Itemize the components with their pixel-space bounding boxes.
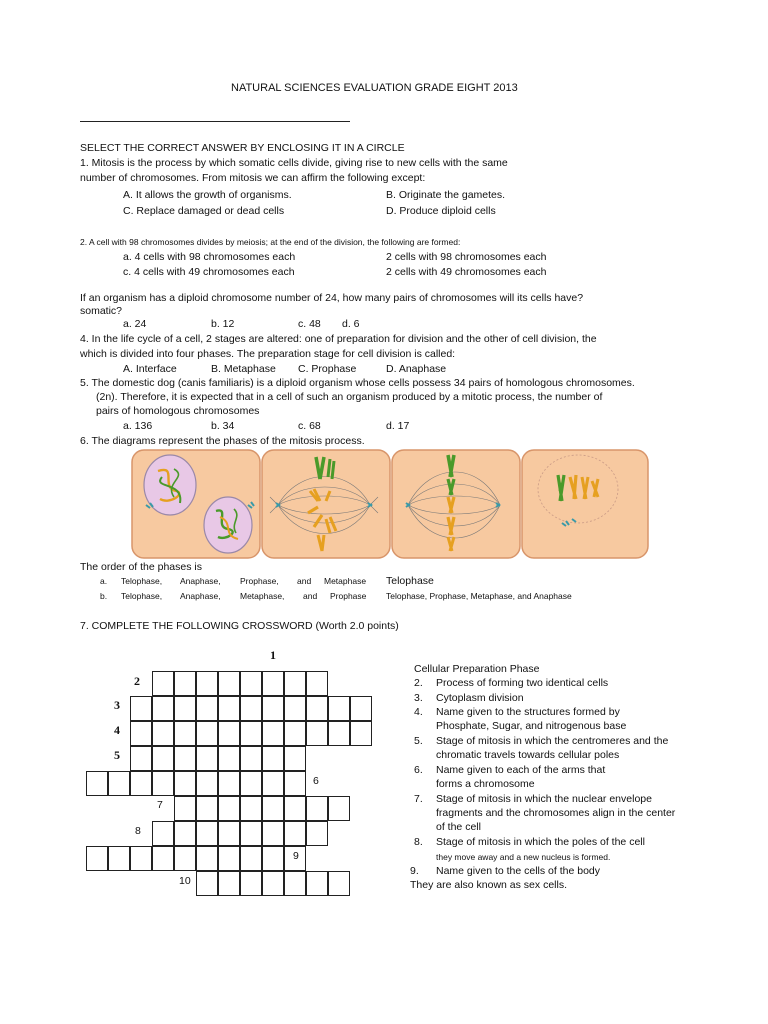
crossword-cell[interactable] [262,721,284,746]
crossword-cell[interactable] [130,771,152,796]
crossword-cell[interactable] [262,871,284,896]
crossword-cell[interactable] [284,671,306,696]
q1-option-a[interactable]: A. It allows the growth of organisms. [123,189,292,201]
crossword-cell[interactable] [306,871,328,896]
crossword-number-3: 3 [114,698,120,712]
crossword-cell[interactable] [86,771,108,796]
instruction: SELECT THE CORRECT ANSWER BY ENCLOSING IT IN A CIRCLE [80,142,405,154]
clue-2: Process of forming two identical cells [436,677,609,689]
crossword-cell[interactable] [262,746,284,771]
crossword-cell[interactable] [108,771,130,796]
crossword-cell[interactable] [240,671,262,696]
q3-option-a[interactable]: a. 24 [123,318,147,330]
crossword-number-10: 10 [179,875,191,887]
crossword-cell[interactable] [196,671,218,696]
q6-option-b-letter[interactable]: b. [100,591,108,601]
clue-2-number: 2. [414,677,423,689]
q3-option-c[interactable]: c. 48 [298,318,321,330]
q4-option-a[interactable]: A. Interface [123,363,177,375]
crossword-cell[interactable] [262,796,284,821]
clue-3-number: 3. [414,692,423,704]
crossword-cell[interactable] [196,721,218,746]
crossword-cell[interactable] [240,696,262,721]
clue-8-line1: Stage of mitosis in which the poles of the cell [436,836,645,848]
q4-option-d[interactable]: D. Anaphase [386,363,447,375]
clue-9-number: 9. [410,865,419,877]
q5-line3: pairs of homologous chromosomes [96,405,260,417]
clue-4-number: 4. [414,706,423,718]
q6-stem: 6. The diagrams represent the phases of the mitosis process. [80,435,365,447]
crossword-cell[interactable] [218,846,240,871]
crossword-cell[interactable] [240,796,262,821]
q1-line1: 1. Mitosis is the process by which somatic cells divide, giving rise to new cells with the same [80,157,508,169]
q1-option-c[interactable]: C. Replace damaged or dead cells [123,205,285,217]
crossword-cell[interactable] [240,771,262,796]
q5-option-a[interactable]: a. 136 [123,420,153,432]
crossword-cell[interactable] [152,846,174,871]
crossword-number-9: 9 [293,850,299,862]
crossword-number-5: 5 [114,748,120,762]
q5-line1: 5. The domestic dog (canis familiaris) is a diploid organism whose cells possess 34 pairs of homologous chromosomes. [80,377,635,389]
crossword-cell[interactable] [262,846,284,871]
crossword-number-2: 2 [134,674,140,688]
clue-5-number: 5. [414,735,423,747]
clue-9-line1: Name given to the cells of the body [436,865,601,877]
crossword-cell[interactable] [284,771,306,796]
clue-6-line2: forms a chromosome [436,778,535,790]
clue-4-line2: Phosphate, Sugar, and nitrogenous base [436,720,627,732]
crossword-cell[interactable] [152,696,174,721]
q6-option-b-word3: Metaphase, [240,591,285,601]
q3-option-d[interactable]: d. 6 [342,318,360,330]
crossword-cell[interactable] [218,671,240,696]
crossword-cell[interactable] [328,721,350,746]
crossword-cell[interactable] [174,746,196,771]
crossword-cell[interactable] [306,696,328,721]
crossword-cell[interactable] [218,721,240,746]
q2-option-c[interactable]: c. 4 cells with 49 chromosomes each [123,266,295,278]
crossword-cell[interactable] [262,771,284,796]
crossword-cell[interactable] [174,721,196,746]
crossword-cell[interactable] [240,821,262,846]
crossword-cell[interactable] [284,871,306,896]
crossword-cell[interactable] [196,771,218,796]
crossword-cell[interactable] [152,771,174,796]
q6-option-a-word5: Metaphase [324,576,367,586]
crossword-cell[interactable] [174,696,196,721]
clue-9-line2: They are also known as sex cells. [410,879,567,891]
crossword-cell[interactable] [218,771,240,796]
cell-panel-4 [522,450,648,558]
crossword-cell[interactable] [328,696,350,721]
crossword-cell[interactable] [218,796,240,821]
crossword-cell[interactable] [174,846,196,871]
crossword-cell[interactable] [240,871,262,896]
crossword-cell[interactable] [130,746,152,771]
crossword-cell[interactable] [218,746,240,771]
clue-7-line3: of the cell [436,821,481,833]
q3-option-b[interactable]: b. 12 [211,318,235,330]
crossword-cell[interactable] [152,746,174,771]
crossword-cell[interactable] [196,696,218,721]
crossword-cell[interactable] [306,671,328,696]
crossword-cell[interactable] [130,696,152,721]
crossword-cell[interactable] [284,746,306,771]
clue-7-line2: fragments and the chromosomes align in the center [436,807,676,819]
crossword-cell[interactable] [284,821,306,846]
crossword-number-8: 8 [135,825,141,837]
cell-panel-2 [262,450,390,558]
crossword-cell[interactable] [350,696,372,721]
q4-line1: 4. In the life cycle of a cell, 2 stages are altered: one of preparation for division and the other of cell division, the [80,333,597,345]
crossword-cell[interactable] [86,846,108,871]
q6-option-a-word2: Anaphase, [180,576,221,586]
clue-8-number: 8. [414,836,423,848]
crossword-cell[interactable] [240,846,262,871]
crossword-cell[interactable] [152,671,174,696]
crossword-cell[interactable] [328,796,350,821]
q6-option-b-right[interactable]: Telophase, Prophase, Metaphase, and Anaphase [386,591,572,601]
q3-line1: If an organism has a diploid chromosome number of 24, how many pairs of chromosomes will its cells have? [80,292,584,304]
mitosis-diagram [130,447,650,561]
crossword-cell[interactable] [306,821,328,846]
crossword-cell[interactable] [130,846,152,871]
crossword-number-6: 6 [313,775,319,787]
q5-line2: (2n). Therefore, it is expected that in a cell of such an organism produced by a mitotic process, the number of [96,391,603,403]
crossword-cell[interactable] [174,771,196,796]
q5-option-d[interactable]: d. 17 [386,420,410,432]
clue-4-line1: Name given to the structures formed by [436,706,620,718]
clue-6-number: 6. [414,764,423,776]
crossword-cell[interactable] [306,721,328,746]
crossword-cell[interactable] [350,721,372,746]
crossword-cell[interactable] [218,696,240,721]
crossword-cell[interactable] [174,821,196,846]
q6-option-a-word3: Prophase, [240,576,279,586]
q6-option-b-word1: Telophase, [121,591,163,601]
q1-option-b[interactable]: B. Originate the gametes. [386,189,506,201]
q3-line2: somatic? [80,305,123,317]
q1-line2: number of chromosomes. From mitosis we can affirm the following except: [80,172,426,184]
crossword-cell[interactable] [218,871,240,896]
crossword-cell[interactable] [174,796,196,821]
crossword-cell[interactable] [152,821,174,846]
crossword-cell[interactable] [240,721,262,746]
crossword-cell[interactable] [196,821,218,846]
crossword-cell[interactable] [108,846,130,871]
q1-option-d[interactable]: D. Produce diploid cells [386,205,496,217]
clue-8-line2: they move away and a new nucleus is formed. [436,852,611,862]
crossword-number-4: 4 [114,723,120,737]
crossword-cell[interactable] [262,821,284,846]
crossword-cell[interactable] [218,821,240,846]
crossword-cell[interactable] [130,721,152,746]
clue-3: Cytoplasm division [436,692,524,704]
crossword-cell[interactable] [174,671,196,696]
clue-6-line1: Name given to each of the arms that [436,764,606,776]
q2-stem: 2. A cell with 98 chromosomes divides by meiosis; at the end of the division, the following are formed: [80,237,461,247]
crossword-cell[interactable] [240,746,262,771]
crossword-cell[interactable] [262,696,284,721]
q2-option-b[interactable]: 2 cells with 98 chromosomes each [386,251,547,263]
crossword-cell[interactable] [306,796,328,821]
q7-title: 7. COMPLETE THE FOLLOWING CROSSWORD (Worth 2.0 points) [80,620,399,632]
crossword-cell[interactable] [284,796,306,821]
crossword-cell[interactable] [284,721,306,746]
crossword-cell[interactable] [196,846,218,871]
cell-panel-3 [392,450,520,558]
crossword-number-1: 1 [270,648,276,662]
clue-1: Cellular Preparation Phase [414,663,540,675]
q6-order-prompt: The order of the phases is [80,561,202,573]
q5-option-b[interactable]: b. 34 [211,420,235,432]
q6-option-a-letter[interactable]: a. [100,576,108,586]
crossword-cell[interactable] [196,796,218,821]
clue-5-line2: chromatic travels towards cellular poles [436,749,620,761]
crossword-cell[interactable] [284,696,306,721]
q4-line2: which is divided into four phases. The preparation stage for cell division is called: [80,348,456,360]
crossword-cell[interactable] [152,721,174,746]
q4-option-c[interactable]: C. Prophase [298,363,357,375]
page-title: NATURAL SCIENCES EVALUATION GRADE EIGHT 2013 [231,82,518,94]
crossword-cell[interactable] [196,871,218,896]
q6-option-a-right[interactable]: Telophase [386,575,434,587]
name-line [80,121,350,122]
q2-option-d[interactable]: 2 cells with 49 chromosomes each [386,266,547,278]
clue-5-line1: Stage of mitosis in which the centromeres and the [436,735,669,747]
crossword-cell[interactable] [196,746,218,771]
q6-option-b-word2: Anaphase, [180,591,221,601]
q2-option-a[interactable]: a. 4 cells with 98 chromosomes each [123,251,296,263]
q5-option-c[interactable]: c. 68 [298,420,321,432]
cell-panel-1 [132,450,260,558]
crossword-cell[interactable] [328,871,350,896]
crossword-cell[interactable] [262,671,284,696]
q6-option-a-word1: Telophase, [121,576,163,586]
q6-option-a-word4: and [297,576,312,586]
q6-option-b-word4: and [303,591,318,601]
clue-7-number: 7. [414,793,423,805]
crossword-number-7: 7 [157,799,163,811]
clue-7-line1: Stage of mitosis in which the nuclear envelope [436,793,652,805]
q6-option-b-word5: Prophase [330,591,367,601]
q4-option-b[interactable]: B. Metaphase [211,363,276,375]
